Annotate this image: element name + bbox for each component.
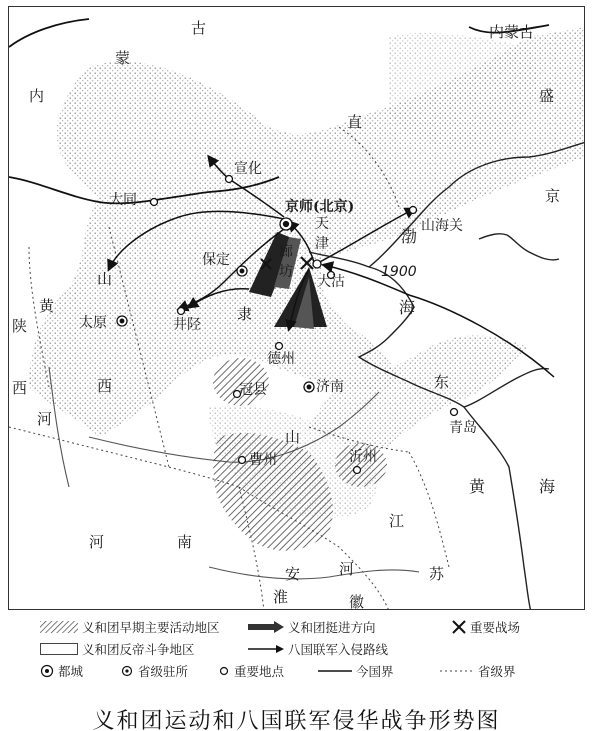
region-hui: 徽 bbox=[349, 593, 365, 610]
important-place-symbol-icon bbox=[218, 665, 230, 677]
place-qingdao: 青岛 bbox=[449, 420, 477, 436]
capital-symbol-icon bbox=[40, 664, 54, 678]
map-frame bbox=[8, 6, 585, 610]
place-xuanhua: 宣化 bbox=[234, 161, 262, 177]
region-jiang: 江 bbox=[389, 512, 405, 530]
national-border-line-icon bbox=[318, 665, 352, 677]
legend-national-border bbox=[318, 662, 394, 680]
legend-provincial-border-label: 省级界 bbox=[478, 664, 516, 679]
battlefield-x-icon bbox=[452, 620, 466, 634]
place-tian: 天 bbox=[315, 216, 329, 232]
legend-provincial-capital-label: 省级驻所 bbox=[138, 664, 189, 679]
place-lang: 廊 bbox=[279, 244, 293, 260]
legend bbox=[40, 618, 580, 690]
map-caption: 义和团运动和八国联军侵华战争形势图 bbox=[92, 709, 501, 731]
region-inner-mongolia: 内蒙古 bbox=[489, 23, 535, 41]
place-dezhou: 德州 bbox=[267, 351, 295, 367]
legend-struggle-area bbox=[40, 640, 195, 658]
place-jingxing: 井陉 bbox=[173, 317, 201, 333]
region-shandong-shan: 山 bbox=[285, 428, 301, 446]
region-meng: 蒙 bbox=[115, 49, 131, 67]
legend-provincial-capital bbox=[120, 662, 188, 680]
region-huai: 淮 bbox=[273, 588, 289, 606]
hatch-swatch-icon bbox=[40, 621, 78, 633]
struggle-area-swatch-icon bbox=[40, 643, 78, 655]
place-baoding: 保定 bbox=[202, 252, 230, 268]
provincial-capital-symbol-icon bbox=[120, 664, 134, 678]
region-shanxi-shan: 山 bbox=[97, 270, 113, 288]
legend-national-border-label: 今国界 bbox=[356, 664, 394, 679]
region-he-left: 河 bbox=[37, 410, 53, 428]
region-shaan: 陕 bbox=[12, 317, 28, 335]
place-guanxian: 冠县 bbox=[239, 382, 267, 398]
legend-invasion-label: 八国联军入侵路线 bbox=[288, 642, 389, 657]
region-he-river: 河 bbox=[339, 560, 355, 578]
region-dong: 东 bbox=[434, 373, 450, 391]
legend-advance-label: 义和团挺进方向 bbox=[288, 620, 376, 635]
place-caozhou: 曹州 bbox=[249, 452, 277, 468]
legend-invasion bbox=[248, 640, 388, 658]
region-gu: 古 bbox=[191, 19, 207, 37]
year-1900: 1900 bbox=[381, 264, 417, 280]
region-su: 苏 bbox=[429, 565, 445, 583]
legend-capital-label: 都城 bbox=[58, 664, 84, 679]
legend-battlefield-label: 重要战场 bbox=[470, 620, 521, 635]
legend-advance bbox=[248, 618, 376, 636]
advance-arrow-icon bbox=[248, 621, 284, 633]
place-datong: 大同 bbox=[109, 192, 137, 208]
place-yizhou: 沂州 bbox=[349, 449, 377, 465]
place-dagu: 大沽 bbox=[317, 274, 345, 290]
region-an: 安 bbox=[285, 565, 301, 583]
region-shaanxi-xi: 西 bbox=[12, 379, 28, 397]
legend-important-place bbox=[218, 662, 284, 680]
invasion-arrow-icon bbox=[248, 643, 284, 655]
region-nei: 内 bbox=[29, 87, 45, 105]
place-jin: 津 bbox=[315, 236, 329, 252]
region-sheng: 盛 bbox=[539, 87, 555, 105]
region-zhi: 直 bbox=[347, 113, 363, 131]
place-fang: 坊 bbox=[279, 264, 293, 280]
place-jinan: 济南 bbox=[316, 379, 344, 395]
region-jing: 京 bbox=[545, 187, 561, 205]
legend-important-place-label: 重要地点 bbox=[234, 664, 285, 679]
sea-huang: 黄 bbox=[469, 477, 486, 496]
legend-capital bbox=[40, 662, 83, 680]
legend-provincial-border bbox=[440, 662, 516, 680]
region-huang-left: 黄 bbox=[39, 297, 55, 315]
legend-early-area-label: 义和团早期主要活动地区 bbox=[82, 620, 220, 635]
region-henan-nan: 南 bbox=[177, 533, 193, 551]
place-jingshi: 京师(北京) bbox=[285, 199, 355, 215]
region-li: 隶 bbox=[237, 305, 253, 323]
legend-struggle-area-label: 义和团反帝斗争地区 bbox=[82, 642, 195, 657]
legend-early-area bbox=[40, 618, 220, 636]
region-henan-he: 河 bbox=[89, 533, 105, 551]
place-shanhaiguan: 山海关 bbox=[421, 218, 463, 234]
region-shanxi-xi: 西 bbox=[97, 377, 113, 395]
sea-huang-hai: 海 bbox=[539, 477, 556, 496]
map-drawing bbox=[9, 7, 585, 610]
sea-bo: 渤 bbox=[401, 227, 418, 246]
sea-bo-hai: 海 bbox=[399, 298, 416, 317]
place-taiyuan: 太原 bbox=[79, 315, 107, 331]
legend-battlefield bbox=[452, 618, 520, 636]
provincial-border-line-icon bbox=[440, 665, 474, 677]
